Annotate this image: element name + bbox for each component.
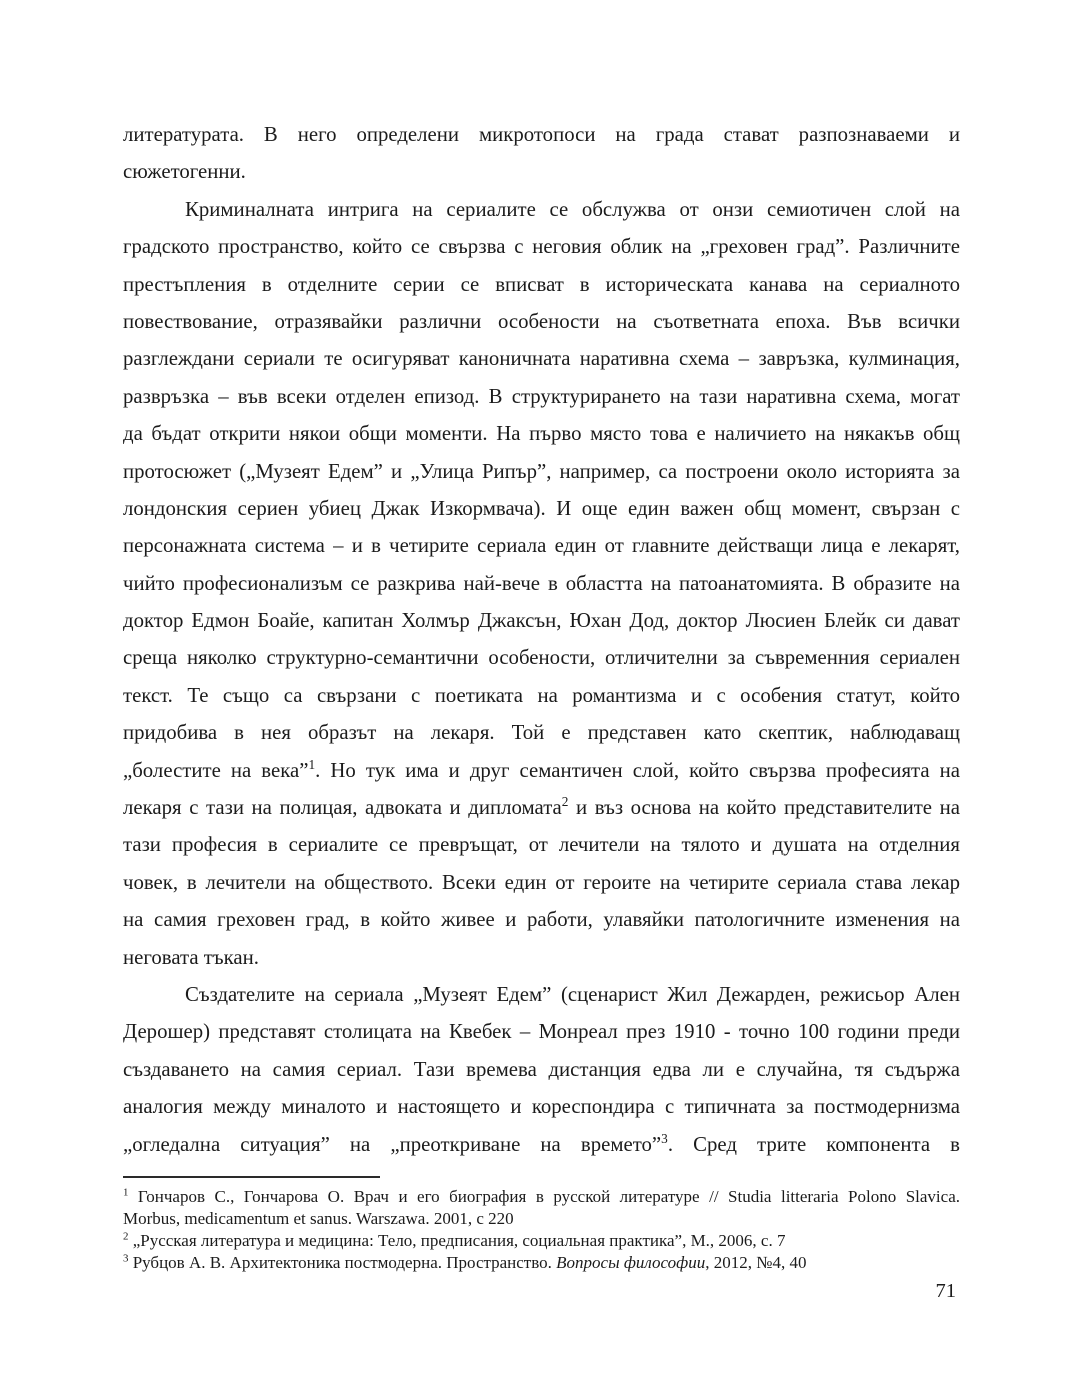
text-segment: текст. Те също са свързани с поетиката на романтизма и с особения статут, който xyxy=(123,683,960,707)
footnote-ref: 3 xyxy=(123,1252,129,1265)
text-line xyxy=(123,527,960,564)
text-segment: Рубцов А. В. Архитектоника постмодерна. Пространство. xyxy=(128,1253,557,1272)
text-line xyxy=(123,228,960,265)
text-segment: тази професия в сериалите се превръщат, от лечители на тялото и душата на отделния xyxy=(123,833,960,857)
text-segment: персонажната система – и в четирите сериала един от главните действащи лица е лекарят, xyxy=(123,534,960,558)
text-line xyxy=(123,826,960,863)
text-segment: градското пространство, който се свързва с неговия облик на „греховен град”. Различните xyxy=(123,235,960,259)
text-segment: създаването на самия сериал. Тази времева дистанция едва ли е случайна, тя съдържа xyxy=(123,1057,960,1081)
paragraph xyxy=(123,116,960,191)
footnote-line xyxy=(123,1252,960,1274)
footnote-line xyxy=(123,1230,960,1252)
page-number: 71 xyxy=(935,1280,956,1302)
footnotes xyxy=(123,1186,960,1274)
body-text xyxy=(123,116,960,1163)
text-line xyxy=(123,378,960,415)
text-line xyxy=(123,415,960,452)
text-segment: сюжетогенни. xyxy=(123,160,246,184)
text-segment: да бъдат открити някои общи моменти. На първо място това е наличието на някакъв общ xyxy=(123,422,960,446)
footnote-ref: 1 xyxy=(123,1186,129,1199)
footnote-ref: 3 xyxy=(661,1130,668,1146)
text-segment: придобива в нея образът на лекаря. Той е представен като скептик, наблюдаващ xyxy=(123,721,960,745)
text-line xyxy=(123,303,960,340)
text-segment: литературата. В него определени микротопоси на града стават разпознаваеми и xyxy=(123,123,960,146)
text-line xyxy=(123,677,960,714)
paragraph xyxy=(123,976,960,1163)
footnote-ref: 1 xyxy=(308,756,316,772)
text-segment: Криминалната интрига на сериалите се обслужва от онзи семиотичен слой на xyxy=(185,197,960,221)
text-line xyxy=(123,453,960,490)
text-line xyxy=(123,976,960,1013)
text-segment: Създателите на сериала „Музеят Едем” (сценарист Жил Дежарден, режисьор Ален xyxy=(185,982,960,1006)
text-segment: , 2012, №4, 40 xyxy=(705,1253,807,1272)
text-line xyxy=(123,1126,960,1163)
text-segment: Morbus, medicamentum et sanus. Warszawa. 2001, с 220 xyxy=(123,1209,514,1228)
text-line xyxy=(123,1088,960,1125)
text-segment: „болестите на века” xyxy=(123,758,309,782)
text-segment: среща няколко структурно-семантични особености, отличителни за съвременния сериален xyxy=(123,646,960,670)
text-segment: „огледална ситуация” на „преоткриване на времето” xyxy=(123,1132,662,1156)
text-segment: неговата тъкан. xyxy=(123,945,259,969)
footnote-line xyxy=(123,1186,960,1208)
text-segment: протосюжет („Музеят Едем” и „Улица Рипър”, например, са построени около историята за xyxy=(123,459,960,483)
text-line xyxy=(123,565,960,602)
text-line xyxy=(123,1051,960,1088)
text-segment: развръзка – във всеки отделен епизод. В структурирането на тази наративна схема, могат xyxy=(123,384,960,408)
text-line xyxy=(123,340,960,377)
text-segment: човек, в лечители на обществото. Всеки един от героите на четирите сериала става лекар xyxy=(123,870,960,894)
text-segment: разглеждани сериали те осигуряват каноничната наративна схема – завръзка, кулминация, xyxy=(123,347,960,371)
text-line xyxy=(123,714,960,751)
text-segment: чийто професионализъм се разкрива най-вече в областта на патоанатомията. В образите на xyxy=(123,571,960,595)
text-line xyxy=(123,266,960,303)
text-segment: и въз основа на който представителите на xyxy=(568,796,960,820)
text-segment: . Сред трите компонента в xyxy=(667,1132,960,1156)
text-line xyxy=(123,901,960,938)
footnote xyxy=(123,1252,960,1274)
text-segment: „Русская литература и медицина: Тело, предписания, социальная практика”, М., 2006, с. 7 xyxy=(128,1231,786,1250)
text-segment: на самия греховен град, в който живее и работи, улавяйки патологичните изменения на xyxy=(123,908,960,932)
text-segment: Гончаров С., Гончарова О. Врач и его биография в русской литературе // Studia litteraria Polono Slavica. xyxy=(128,1187,960,1206)
text-line xyxy=(123,116,960,153)
text-line xyxy=(123,939,960,976)
footnote xyxy=(123,1186,960,1230)
text-line xyxy=(123,752,960,789)
text-line xyxy=(123,602,960,639)
footnote-line xyxy=(123,1208,960,1230)
text-line xyxy=(123,1013,960,1050)
text-segment: . Но тук има и друг семантичен слой, който свързва професията на xyxy=(315,758,960,782)
text-segment: лондонския сериен убиец Джак Изкормвача). И още един важен общ момент, свързан с xyxy=(123,496,960,520)
paragraph xyxy=(123,191,960,976)
text-segment: лекаря с тази на полицая, адвоката и дипломата xyxy=(123,796,562,820)
text-segment: Вопросы философии xyxy=(556,1253,706,1272)
text-line xyxy=(123,864,960,901)
text-line xyxy=(123,490,960,527)
text-line xyxy=(123,789,960,826)
footnote-ref: 2 xyxy=(561,794,569,810)
text-segment: повествование, отразявайки различни особености на съответната епоха. Във всички xyxy=(123,309,960,333)
footnote xyxy=(123,1230,960,1252)
footnote-ref: 2 xyxy=(123,1230,129,1243)
text-line xyxy=(123,191,960,228)
footnote-separator xyxy=(123,1176,380,1178)
text-segment: аналогия между миналото и настоящето и кореспондира с типичната за постмодернизма xyxy=(123,1095,960,1119)
text-segment: Дерошер) представят столицата на Квебек – Монреал през 1910 - точно 100 години преди xyxy=(123,1020,960,1044)
text-line xyxy=(123,639,960,676)
text-line xyxy=(123,153,960,190)
text-segment: доктор Едмон Боайе, капитан Холмър Джаксън, Юхан Дод, доктор Люсиен Блейк си дават xyxy=(123,609,960,633)
text-segment: престъпления в отделните серии се вписват в историческата канава на сериалното xyxy=(123,272,960,296)
